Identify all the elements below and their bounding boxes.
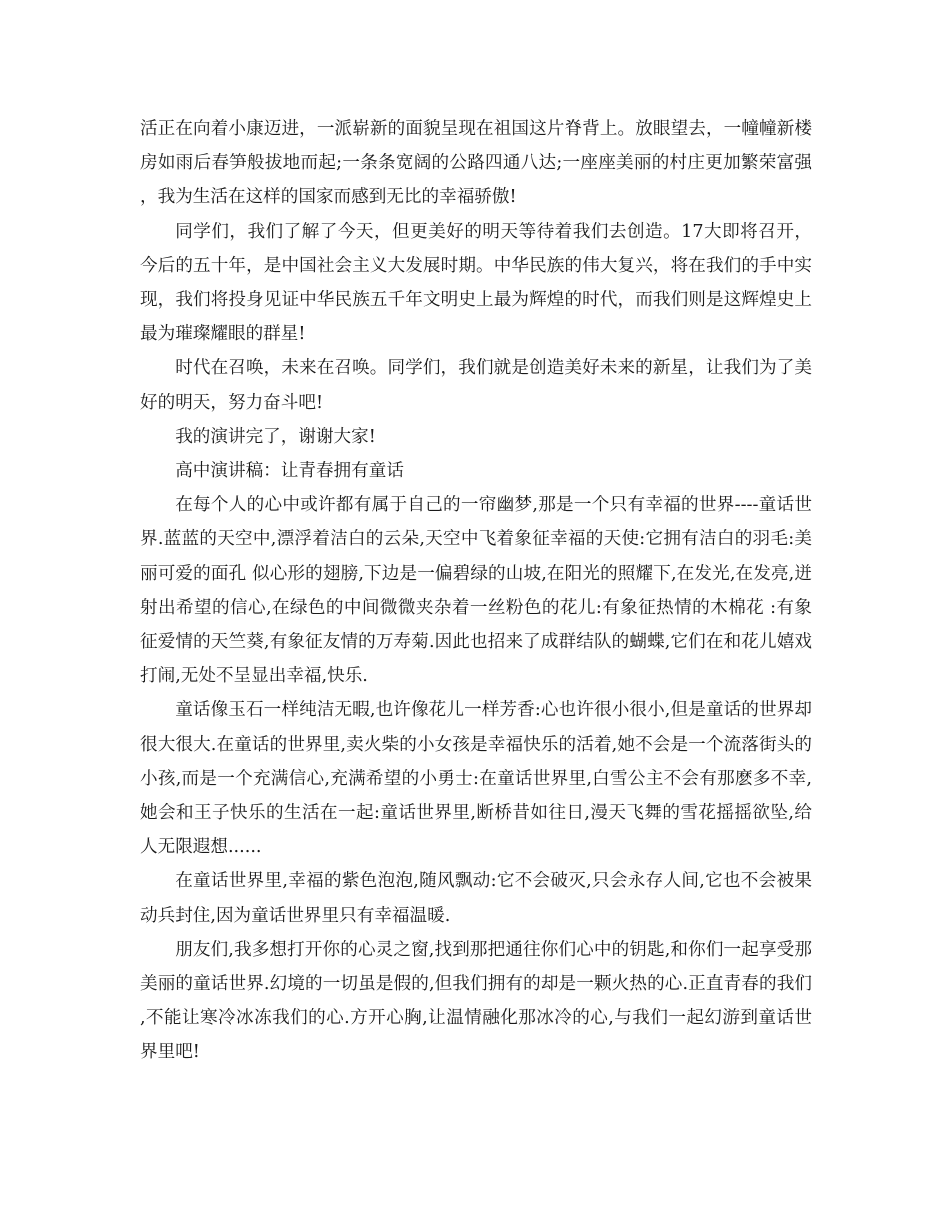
paragraph-tomorrow: 同学们，我们了解了今天，但更美好的明天等待着我们去创造。17大即将召开，今后的五十年，是中国社会主义大发展时期。中华民族的伟大复兴，将在我们的手中实现，我们将投身见证中华民族五千年文明史上最为辉煌的时代，而我们则是这辉煌史上最为璀璨耀眼的群星!	[140, 221, 812, 345]
paragraph-continuation: 活正在向着小康迈进，一派崭新的面貌呈现在祖国这片脊背上。放眼望去，一幢幢新楼房如雨后春笋般拔地而起;一条条宽阔的公路四通八达;一座座美丽的村庄更加繁荣富强，我为生活在这样的国家而感到无比的幸福骄傲!	[140, 119, 812, 208]
paragraph-dream: 在每个人的心中或许都有属于自己的一帘幽梦,那是一个只有幸福的世界----童话世界.蓝蓝的天空中,漂浮着洁白的云朵,天空中飞着象征幸福的天使:它拥有洁白的羽毛:美丽可爱的面孔 似心形的翅膀,下边是一偏碧绿的山坡,在阳光的照耀下,在发光,在发亮,迸射出希望的信心,在绿色的中间微微夹杂着一丝粉色的花儿:有象征热情的木棉花 :有象征爱情的天竺葵,有象征友情的万寿菊.因此也招来了成群结队的蝴蝶,它们在和花儿嬉戏打闹,无处不呈显出幸福,快乐.	[140, 495, 812, 687]
paragraph-jade: 童话像玉石一样纯洁无暇,也许像花儿一样芳香:心也许很小很小,但是童话的世界却很大很大.在童话的世界里,卖火柴的小女孩是幸福快乐的活着,她不会是一个流落街头的小孩,而是一个充满信心,充满希望的小勇士:在童话世界里,白雪公主不会有那麽多不幸,她会和王子快乐的生活在一起:童话世界里,断桥昔如往日,漫天飞舞的雪花摇摇欲坠,给人无限遐想......	[140, 700, 812, 858]
paragraph-calling: 时代在召唤，未来在召唤。同学们，我们就是创造美好未来的新星，让我们为了美好的明天，努力奋斗吧!	[140, 358, 812, 413]
paragraph-thanks: 我的演讲完了，谢谢大家!	[175, 426, 376, 447]
speech-title: 高中演讲稿：让青春拥有童话	[175, 461, 404, 482]
document-body	[140, 112, 812, 1070]
paragraph-bubble: 在童话世界里,幸福的紫色泡泡,随风飘动:它不会破灭,只会永存人间,它也不会被果动兵封住,因为童话世界里只有幸福温暖.	[140, 871, 812, 926]
paragraph-friends: 朋友们,我多想打开你的心灵之窗,找到那把通往你们心中的钥匙,和你们一起享受那美丽的童话世界.幻境的一切虽是假的,但我们拥有的却是一颗火热的心.正直青春的我们,不能让寒冷冰冻我们的心.方开心胸,让温情融化那冰冷的心,与我们一起幻游到童话世界里吧!	[140, 939, 812, 1063]
